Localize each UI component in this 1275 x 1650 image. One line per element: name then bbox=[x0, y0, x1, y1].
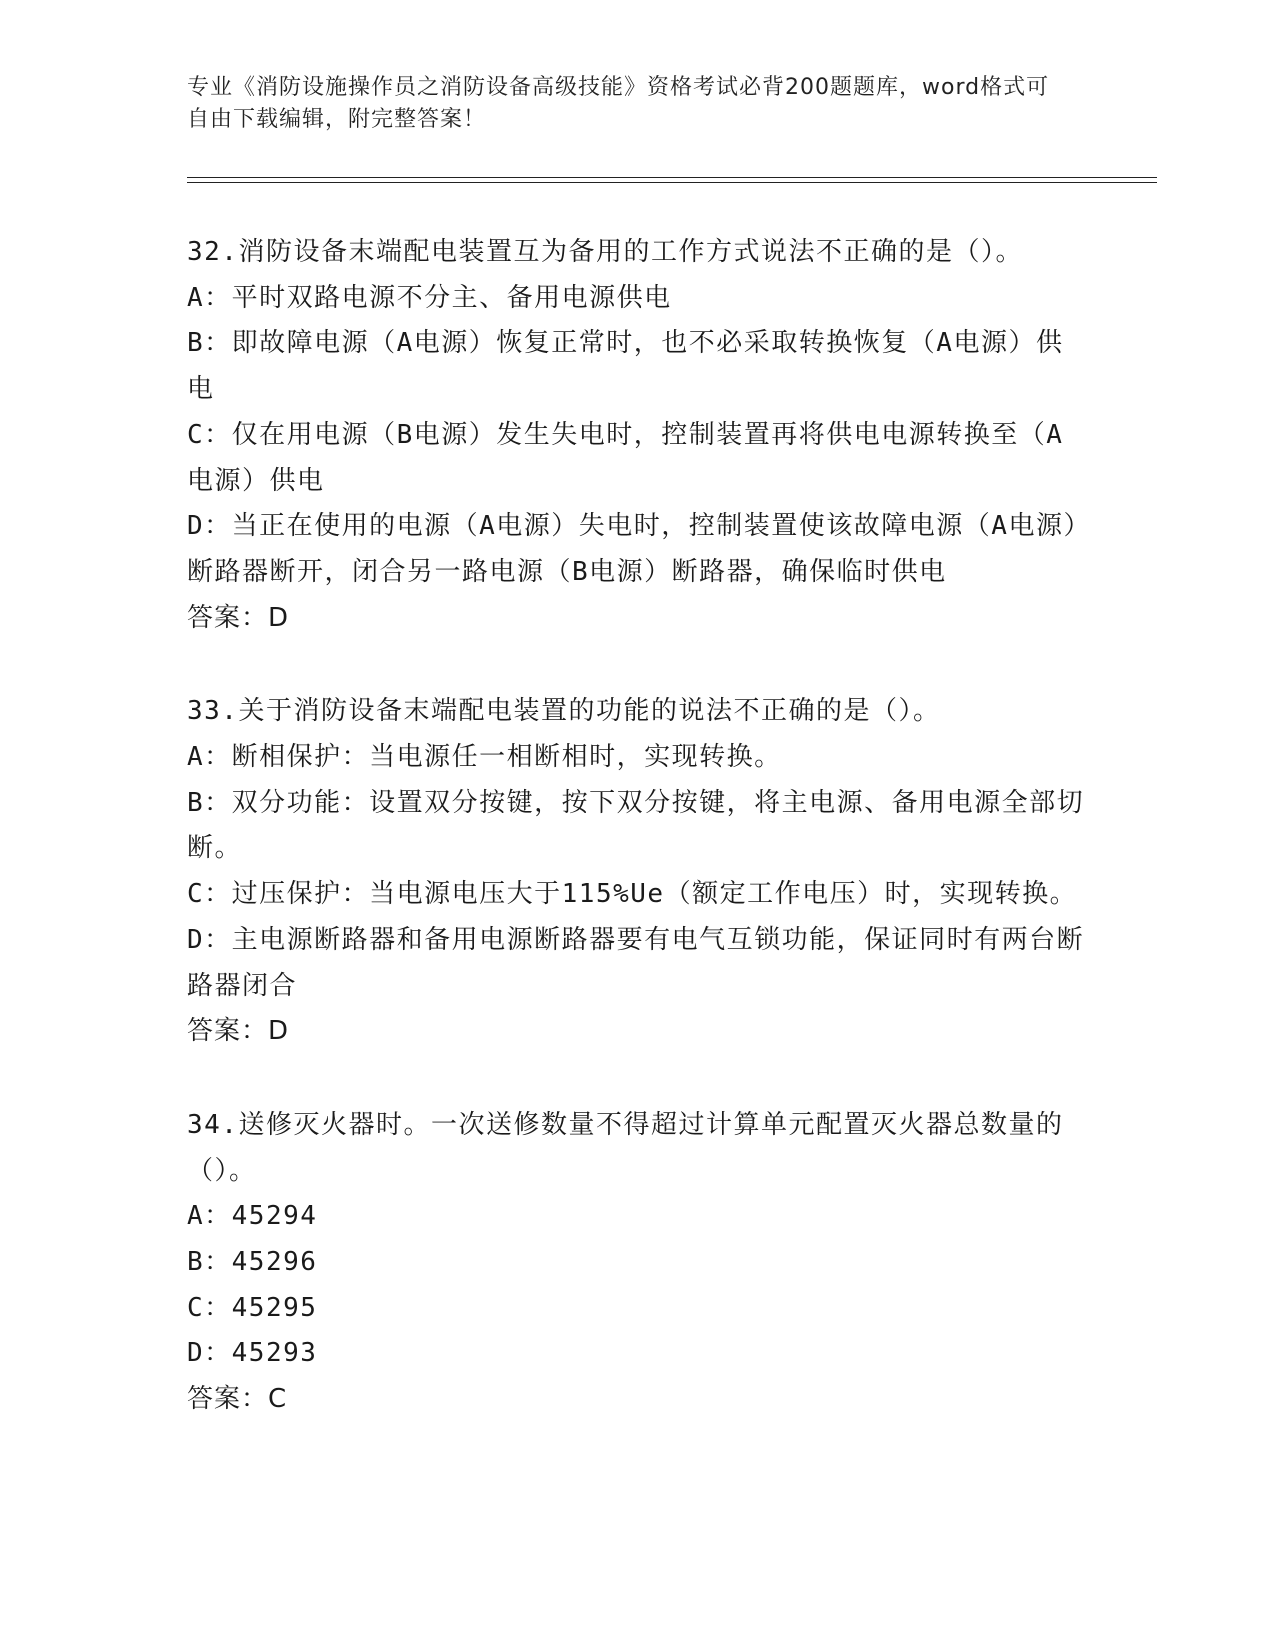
document-header bbox=[187, 72, 1067, 136]
question-text: 32.消防设备末端配电装置互为备用的工作方式说法不正确的是（）。 bbox=[187, 237, 1023, 267]
option-c: C：45295 bbox=[187, 1292, 318, 1323]
question-list bbox=[187, 230, 1087, 1471]
question-text: 33.关于消防设备末端配电装置的功能的说法不正确的是（）。 bbox=[187, 696, 941, 727]
option-c: C：过压保护：当电源电压大于115%Ue（额定工作电压）时，实现转换。 bbox=[187, 879, 1078, 910]
option-a: A：平时双路电源不分主、备用电源供电 bbox=[187, 282, 672, 313]
option-d: D：45293 bbox=[187, 1338, 318, 1369]
question-32 bbox=[187, 230, 1087, 641]
option-a: A：45294 bbox=[187, 1201, 318, 1232]
answer-text: 答案：D bbox=[187, 602, 290, 633]
header-divider-top bbox=[187, 177, 1157, 178]
header-divider-bottom bbox=[187, 182, 1157, 183]
option-b: B：45296 bbox=[187, 1247, 318, 1278]
option-c: C：仅在用电源（B电源）发生失电时，控制装置再将供电电源转换至（A电源）供电 bbox=[187, 419, 1064, 496]
question-text: 34.送修灭火器时。一次送修数量不得超过计算单元配置灭火器总数量的（）。 bbox=[187, 1109, 1064, 1186]
option-a: A：断相保护：当电源任一相断相时，实现转换。 bbox=[187, 742, 782, 773]
option-b: B：即故障电源（A电源）恢复正常时，也不必采取转换恢复（A电源）供电 bbox=[187, 328, 1064, 405]
option-b: B：双分功能：设置双分按键，按下双分按键，将主电源、备用电源全部切断。 bbox=[187, 787, 1085, 864]
question-34 bbox=[187, 1103, 1087, 1423]
option-d: D：主电源断路器和备用电源断路器要有电气互锁功能，保证同时有两台断路器闭合 bbox=[187, 924, 1085, 1001]
answer-text: 答案：D bbox=[187, 1016, 290, 1047]
question-33 bbox=[187, 689, 1087, 1055]
option-d: D：当正在使用的电源（A电源）失电时，控制装置使该故障电源（A电源）断路器断开，闭合另一路电源（B电源）断路器，确保临时供电 bbox=[187, 511, 1078, 587]
answer-text: 答案：C bbox=[187, 1384, 288, 1415]
header-text: 专业《消防设施操作员之消防设备高级技能》资格考试必背200题题库，word格式可自由下载编辑，附完整答案！ bbox=[187, 75, 1050, 132]
